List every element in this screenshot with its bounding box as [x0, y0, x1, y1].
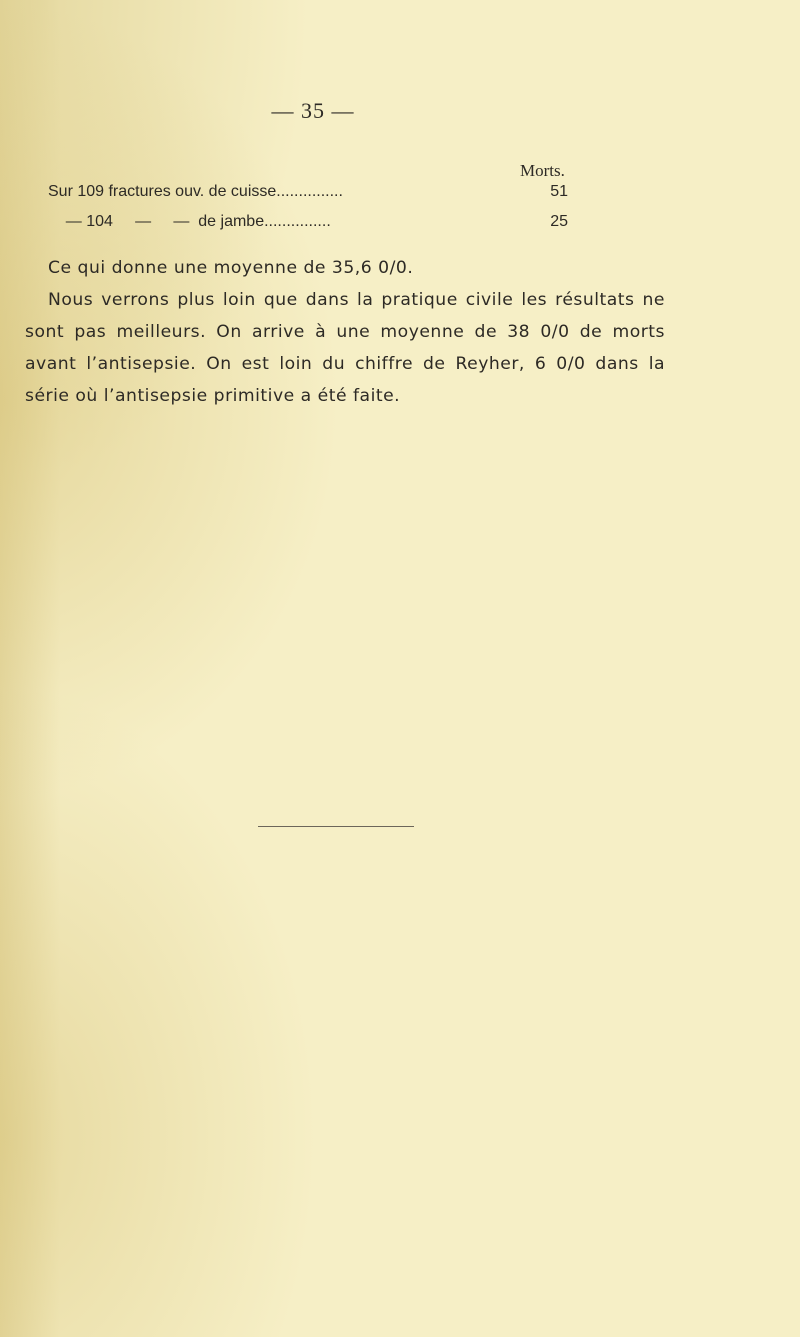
row-value: 25: [550, 213, 568, 230]
row-label: Sur 109 fractures ouv. de cuisse...............: [48, 183, 343, 200]
table-row: [48, 183, 568, 207]
row-value: 51: [550, 183, 568, 200]
civil-practice-paragraph: Nous verrons plus loin que dans la pratique civile les résultats ne sont pas meilleurs. On arrive à une moyenne de 38 0/0 de morts avant l’antisepsie. On est loin du chiffre de Reyher, 6 0/0 dans la série où l’antisepsie primitive a été faite.: [25, 290, 665, 406]
average-paragraph: Ce qui donne une moyenne de 35,6 0/0.: [48, 258, 414, 278]
end-rule: [258, 826, 414, 827]
page-number: — 35 —: [271, 98, 355, 123]
deaths-column-header: Morts.: [520, 161, 565, 180]
row-label: — 104 — — de jambe...............: [48, 213, 331, 230]
table-row: [48, 213, 568, 237]
